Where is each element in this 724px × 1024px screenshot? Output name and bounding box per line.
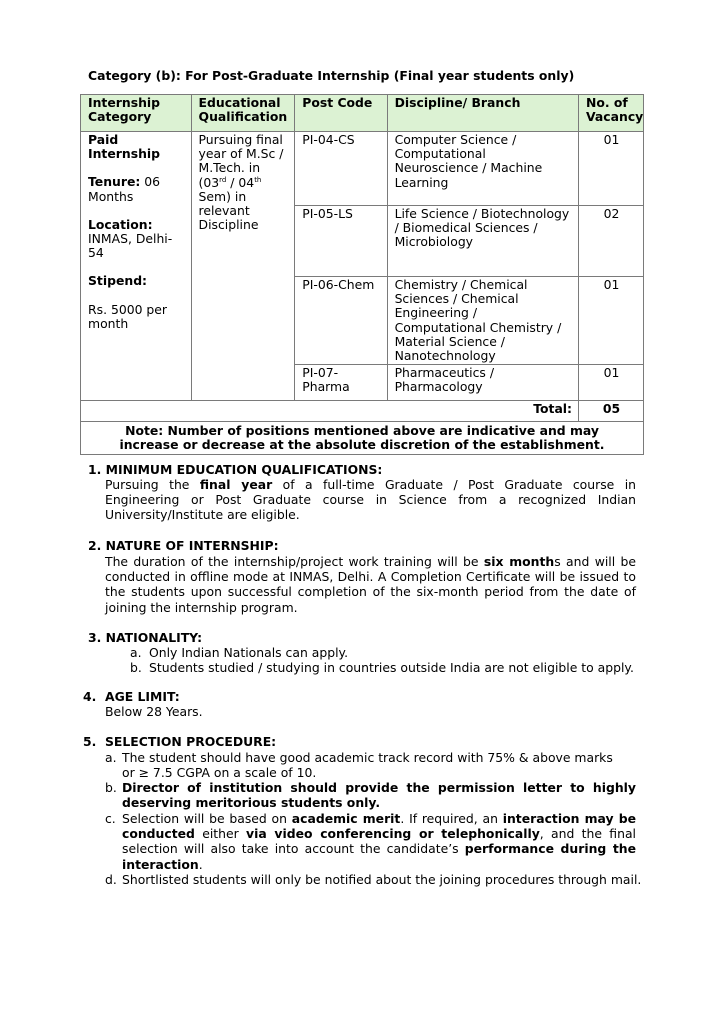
post-code-cell: PI-04-CS — [295, 132, 387, 206]
qualification-cell: Pursuing final year of M.Sc / M.Tech. in (03rd / 04th Sem) in relevant Discipline — [191, 132, 295, 401]
post-code-cell: PI-05-LS — [295, 206, 387, 277]
section-heading: 3. NATIONALITY: — [88, 630, 203, 645]
post-code-cell: PI-06-Chem — [295, 277, 387, 365]
header-internship-category: Internship Category — [81, 95, 192, 132]
tenure: Tenure: 06 Months — [88, 174, 161, 204]
vacancy-cell: 01 — [579, 132, 644, 206]
header-educational-qualification: Educational Qualification — [191, 95, 295, 132]
internship-category-cell — [81, 132, 192, 401]
table-row — [81, 132, 644, 206]
vacancy-cell: 02 — [579, 206, 644, 277]
vacancy-cell: 01 — [579, 365, 644, 401]
section-heading: 1. MINIMUM EDUCATION QUALIFICATIONS: — [88, 462, 383, 477]
internship-type: Paid Internship — [88, 132, 161, 162]
internship-table — [80, 94, 644, 455]
total-label: Total: — [81, 401, 579, 422]
list-item: b. Students studied / studying in countries outside India are not eligible to apply. — [130, 660, 634, 675]
header-no-of-vacancy: No. of Vacancy — [579, 95, 644, 132]
branch-cell: Computer Science / Computational Neuroscience / Machine Learning — [387, 132, 578, 206]
table-note: Note: Number of positions mentioned above are indicative and may increase or decrease at the absolute discretion of the establishment. — [81, 422, 644, 455]
list-item: a. Only Indian Nationals can apply. — [130, 645, 349, 660]
list-item: c. Selection will be based on academic merit. If required, an interaction may be conducted either via video conferencing or telephonically, and the final selection will also take into account the candidate’s performance during the interaction. — [105, 811, 636, 872]
location-label: Location: — [88, 216, 153, 232]
post-code-cell: PI-07-Pharma — [295, 365, 387, 401]
section-heading: 5. SELECTION PROCEDURE: — [83, 734, 277, 749]
stipend-label: Stipend: — [88, 273, 148, 289]
header-post-code: Post Code — [295, 95, 387, 132]
section-text: The duration of the internship/project work training will be six months and will be conducted in offline mode at INMAS, Delhi. A Completion Certificate will be issued to the students upon successful completion of the six-month period from the date of joining the internship program. — [105, 554, 636, 615]
section-heading: 2. NATURE OF INTERNSHIP: — [88, 538, 279, 553]
section-heading: 4. AGE LIMIT: — [83, 689, 180, 704]
section-text: Below 28 Years. — [105, 704, 203, 719]
list-item: d. Shortlisted students will only be notified about the joining procedures through mail. — [105, 872, 642, 887]
header-discipline-branch: Discipline/ Branch — [387, 95, 578, 132]
list-item: a. The student should have good academic track record with 75% & above marks or ≥ 7.5 CGPA on a scale of 10. — [105, 750, 613, 781]
branch-cell: Pharmaceutics / Pharmacology — [387, 365, 578, 401]
vacancy-cell: 01 — [579, 277, 644, 365]
branch-cell: Chemistry / Chemical Sciences / Chemical Engineering / Computational Chemistry / Material Science / Nanotechnology — [387, 277, 578, 365]
section-text: Pursuing the final year of a full-time Graduate / Post Graduate course in Engineering or Post Graduate course in Science from a recognized Indian University/Institute are eligible. — [105, 477, 636, 523]
total-value: 05 — [579, 401, 644, 422]
location-value: INMAS, Delhi-54 — [88, 231, 173, 261]
total-row — [81, 401, 644, 422]
list-item: b. Director of institution should provide the permission letter to highly deserving meritorious students only. — [105, 780, 636, 811]
stipend-value: Rs. 5000 per month — [88, 301, 167, 331]
category-title: Category (b): For Post-Graduate Internship (Final year students only) — [88, 68, 575, 83]
note-row — [81, 422, 644, 455]
branch-cell: Life Science / Biotechnology / Biomedical Sciences / Microbiology — [387, 206, 578, 277]
table-header-row — [81, 95, 644, 132]
